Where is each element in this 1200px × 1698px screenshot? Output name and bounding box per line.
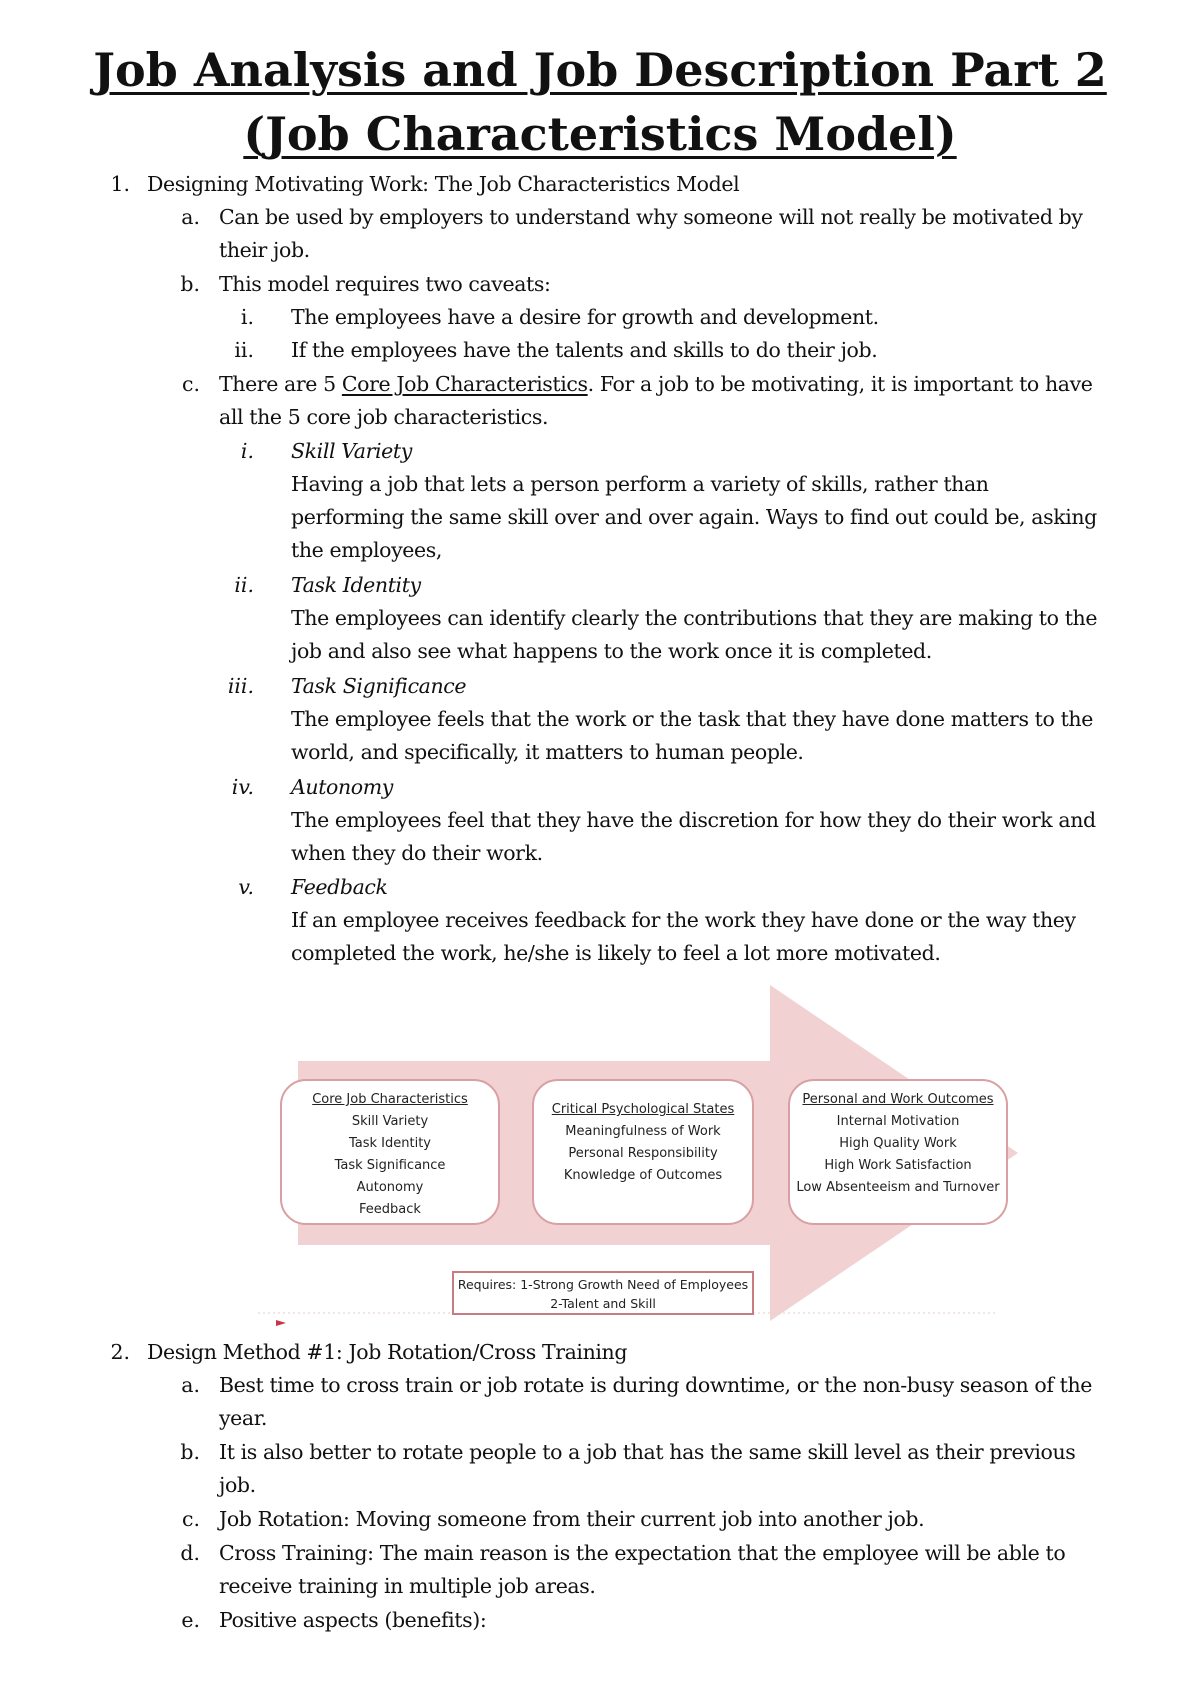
item-1a-marker: a. [181,205,200,229]
characteristic-desc: If an employee receives feedback for the work they have done or the way they [291,908,1076,932]
item-1c-line1 [219,368,1093,401]
list-item: Cross Training: The main reason is the expectation that the employee will be able to [219,1541,1066,1565]
list-item-marker: d. [180,1541,200,1565]
item-1b-i-marker: i. [240,305,254,329]
list-item: receive training in multiple job areas. [219,1574,596,1598]
requirement-line: Requires: 1-Strong Growth Need of Employees [457,1277,749,1292]
box-item: Task Identity [348,1136,431,1151]
item-1c-marker: c. [182,372,200,396]
requirement-line: 2-Talent and Skill [550,1296,656,1311]
characteristic-desc: when they do their work. [291,841,543,865]
box-item: Feedback [359,1202,421,1217]
characteristic-marker: iii. [227,674,254,698]
list-item: year. [219,1406,267,1430]
characteristic-desc: job and also see what happens to the work once it is completed. [291,639,932,663]
requirements-box [452,1271,754,1315]
item-1a-line2: their job. [219,238,310,262]
item-1b-i-text: The employees have a desire for growth and development. [291,305,879,329]
core-job-characteristics-box [280,1079,500,1225]
personal-work-outcomes-box [788,1079,1008,1225]
characteristic-name: Task Identity [291,573,421,597]
characteristic-marker: ii. [234,573,254,597]
list-item: Job Rotation: Moving someone from their current job into another job. [219,1507,925,1531]
section-2-heading: Design Method #1: Job Rotation/Cross Training [147,1340,628,1364]
characteristic-name: Task Significance [291,674,467,698]
box-item: Autonomy [356,1180,424,1195]
box-item: High Work Satisfaction [824,1158,972,1173]
item-1c-post: . For a job to be motivating, it is important to have [587,372,1093,396]
box-item: Knowledge of Outcomes [563,1168,723,1183]
list-item-marker: c. [182,1507,200,1531]
item-1a-line1: Can be used by employers to understand why someone will not really be motivated by [219,205,1083,229]
item-1c-pre: There are 5 [219,372,342,396]
item-1b-ii-text: If the employees have the talents and skills to do their job. [291,338,878,362]
box-title: Critical Psychological States [551,1102,735,1117]
box-item: Skill Variety [351,1114,429,1129]
item-1b-marker: b. [180,272,200,296]
box-item: Low Absenteeism and Turnover [796,1180,1000,1195]
list-item-marker: e. [181,1608,200,1632]
box-title: Personal and Work Outcomes [802,1092,994,1107]
characteristic-desc: completed the work, he/she is likely to feel a lot more motivated. [291,941,941,965]
characteristic-desc: performing the same skill over and over again. Ways to find out could be, asking [291,505,1097,529]
characteristic-marker: v. [238,875,254,899]
characteristic-desc: Having a job that lets a person perform a variety of skills, rather than [291,472,989,496]
item-1c-line2: all the 5 core job characteristics. [219,405,549,429]
characteristic-desc: world, and specifically, it matters to human people. [291,740,804,764]
list-item-marker: a. [181,1373,200,1397]
section-1-number: 1. [110,172,130,196]
list-item: It is also better to rotate people to a job that has the same skill level as their previous [219,1440,1076,1464]
box-item: Internal Motivation [836,1114,960,1129]
document-title: Job Analysis and Job Description Part 2 (Job Characteristics Model) [93,43,1107,161]
critical-psychological-states-box [532,1079,754,1225]
box-item: Personal Responsibility [568,1146,718,1161]
section-2-number: 2. [110,1340,130,1364]
list-item: job. [219,1473,256,1497]
box-item: Task Significance [334,1158,446,1173]
box-item: High Quality Work [839,1136,957,1151]
core-job-characteristics-link: Core Job Characteristics [341,372,588,396]
characteristic-marker: i. [240,439,254,463]
characteristic-desc: The employees can identify clearly the contributions that they are making to the [291,606,1098,630]
box-title: Core Job Characteristics [312,1092,468,1107]
list-item: Positive aspects (benefits): [219,1608,487,1632]
list-item-marker: b. [180,1440,200,1464]
red-marker-triangle [276,1320,286,1326]
box-item: Meaningfulness of Work [565,1124,721,1139]
list-item: Best time to cross train or job rotate is during downtime, or the non-busy season of the [219,1373,1093,1397]
characteristic-name: Feedback [291,875,388,899]
item-1b-text: This model requires two caveats: [219,272,551,296]
characteristic-name: Skill Variety [291,439,412,463]
characteristic-name: Autonomy [291,775,393,799]
characteristic-desc: The employees feel that they have the discretion for how they do their work and [291,808,1096,832]
characteristic-marker: iv. [231,775,254,799]
job-characteristics-diagram [258,983,1028,1328]
section-1-heading: Designing Motivating Work: The Job Characteristics Model [147,172,740,196]
item-1b-ii-marker: ii. [234,338,254,362]
characteristic-desc: the employees, [291,538,442,562]
characteristic-desc: The employee feels that the work or the task that they have done matters to the [291,707,1093,731]
